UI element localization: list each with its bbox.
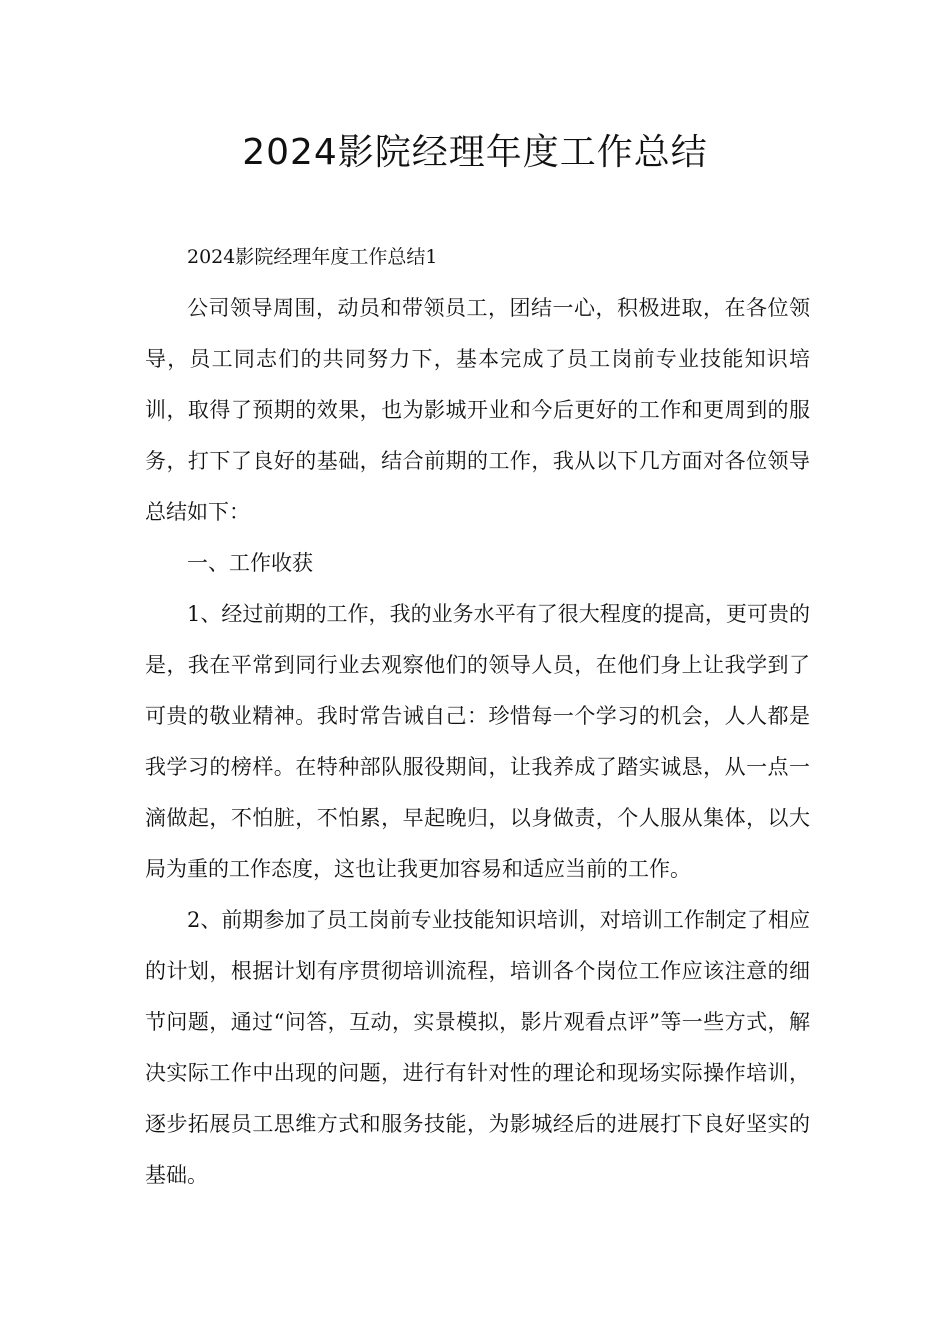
document-title: 2024影院经理年度工作总结 [242, 132, 708, 173]
paragraph-item-1: 1、经过前期的工作，我的业务水平有了很大程度的提高，更可贵的是，我在平常到同行业去观察他们的领导人员，在他们身上让我学到了可贵的敬业精神。我时常告诫自己：珍惜每一个学习的机会，人人都是我学习的榜样。在特种部队服役期间，让我养成了踏实诚恳，从一点一滴做起，不怕脏，不怕累，早起晚归，以身做责，个人服从集体，以大局为重的工作态度，这也让我更加容易和适应当前的工作。 [145, 602, 810, 881]
intro-paragraph: 公司领导周围，动员和带领员工，团结一心，积极进取，在各位领导，员工同志们的共同努力下，基本完成了员工岗前专业技能知识培训，取得了预期的效果，也为影城开业和今后更好的工作和更周到的服务，打下了良好的基础，结合前期的工作，我从以下几方面对各位领导总结如下： [145, 296, 810, 524]
paragraph-item-2: 2、前期参加了员工岗前专业技能知识培训，对培训工作制定了相应的计划，根据计划有序贯彻培训流程，培训各个岗位工作应该注意的细节问题，通过“问答，互动，实景模拟，影片观看点评”等一些方式，解决实际工作中出现的问题，进行有针对性的理论和现场实际操作培训，逐步拓展员工思维方式和服务技能，为影城经后的进展打下良好坚实的基础。 [145, 908, 810, 1187]
section-heading: 2024影院经理年度工作总结1 [187, 246, 438, 268]
section-heading-work-gains: 一、工作收获 [187, 551, 313, 575]
document-body [145, 232, 810, 1201]
